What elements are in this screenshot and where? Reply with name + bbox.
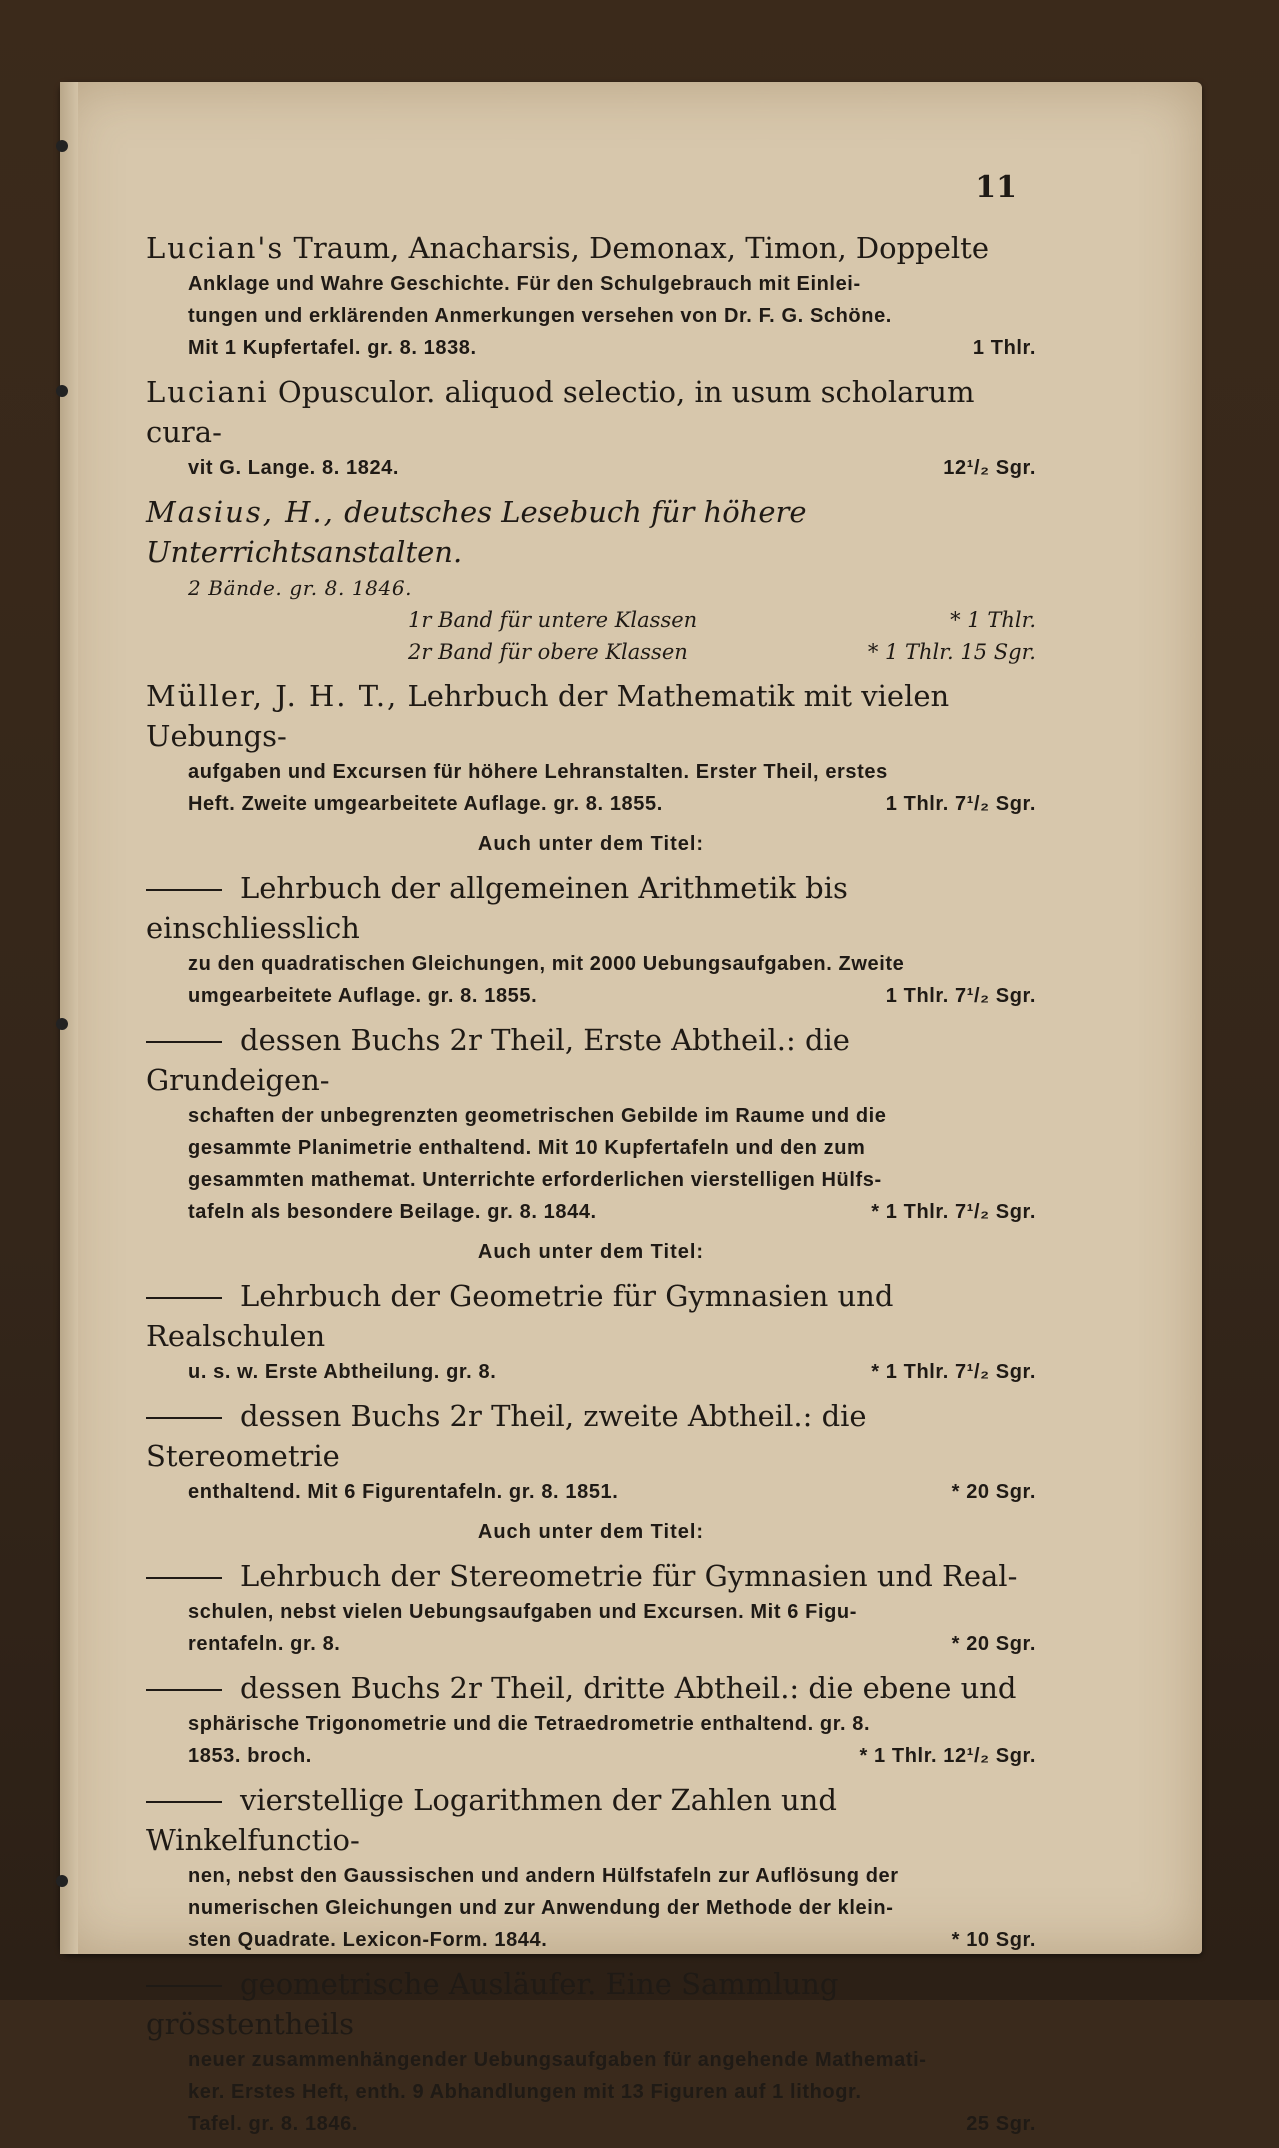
entry-line: schulen, nebst vielen Uebungsaufgaben und Excursen. Mit 6 Figu- xyxy=(188,1601,858,1623)
entry-price: * 20 Sgr. xyxy=(951,1633,1036,1655)
entry-line: 2 Bände. gr. 8. 1846. xyxy=(188,576,413,600)
entry-title: deutsches Lesebuch für höhere Unterrichtsanstalten. xyxy=(146,495,807,569)
alt-title-note: Auch unter dem Titel: xyxy=(477,1521,705,1543)
ditto-dash xyxy=(146,1297,222,1299)
entry-title: Lehrbuch der Stereometrie für Gymnasien und Real- xyxy=(240,1559,1018,1593)
entry-geometrie xyxy=(146,1276,1036,1388)
ditto-dash xyxy=(146,1801,222,1803)
binding-hole xyxy=(56,385,68,397)
entry-author: Luciani xyxy=(146,375,269,409)
entry-line: rentafeln. gr. 8. xyxy=(188,1633,341,1655)
entry-line: zu den quadratischen Gleichungen, mit 2000 Uebungsaufgaben. Zweite xyxy=(188,953,905,975)
entry-line: neuer zusammenhängender Uebungsaufgaben für angehende Mathemati- xyxy=(188,2049,927,2071)
entry-price: 1 Thlr. 7¹/₂ Sgr. xyxy=(885,793,1036,815)
entry-title: geometrische Ausläufer. Eine Sammlung grösstentheils xyxy=(146,1967,839,2041)
entry-price: * 1 Thlr. 12¹/₂ Sgr. xyxy=(859,1745,1036,1767)
entry-author: Masius, H., xyxy=(146,495,335,529)
entry-title: dessen Buchs 2r Theil, dritte Abtheil.: die ebene und xyxy=(240,1671,1017,1705)
entry-line: Heft. Zweite umgearbeitete Auflage. gr. 8. 1855. xyxy=(188,793,663,815)
entry-mueller xyxy=(146,676,1036,820)
entry-title: Lehrbuch der Mathematik mit vielen Uebungs- xyxy=(146,679,950,753)
entry-logarithmen xyxy=(146,1780,1036,1956)
entry-line: vit G. Lange. 8. 1824. xyxy=(188,457,400,479)
volume-label: 2r Band für obere Klassen xyxy=(408,640,688,664)
entry-theil2-abth2 xyxy=(146,1396,1036,1508)
entry-price: * 1 Thlr. 7¹/₂ Sgr. xyxy=(871,1201,1036,1223)
entry-author: Lucian's xyxy=(146,231,285,265)
entry-line: schaften der unbegrenzten geometrischen Gebilde im Raume und die xyxy=(188,1105,887,1127)
entry-price: 25 Sgr. xyxy=(966,2113,1036,2135)
entry-line: tafeln als besondere Beilage. gr. 8. 1844. xyxy=(188,1201,597,1223)
entry-lucian xyxy=(146,228,1036,364)
entry-title: Lehrbuch der allgemeinen Arithmetik bis einschliesslich xyxy=(146,871,848,945)
ditto-dash xyxy=(146,1985,222,1987)
entry-price: * 1 Thlr. 7¹/₂ Sgr. xyxy=(871,1361,1036,1383)
alt-title-note: Auch unter dem Titel: xyxy=(477,833,705,855)
entry-stereometrie xyxy=(146,1556,1036,1660)
entry-price: * 1 Thlr. xyxy=(950,608,1036,632)
entry-title: Opusculor. aliquod selectio, in usum scholarum cura- xyxy=(146,375,975,449)
entry-price: * 1 Thlr. 15 Sgr. xyxy=(867,640,1036,664)
entry-line: ker. Erstes Heft, enth. 9 Abhandlungen mit 13 Figuren auf 1 lithogr. xyxy=(188,2081,862,2103)
entry-price: 12¹/₂ Sgr. xyxy=(943,457,1036,479)
entry-theil2-abth1 xyxy=(146,1020,1036,1228)
entry-title: Traum, Anacharsis, Demonax, Timon, Doppelte xyxy=(293,231,989,265)
entry-line: nen, nebst den Gaussischen und andern Hülfstafeln zur Auflösung der xyxy=(188,1865,899,1887)
volume-label: 1r Band für untere Klassen xyxy=(408,608,698,632)
entry-title: dessen Buchs 2r Theil, zweite Abtheil.: die Stereometrie xyxy=(146,1399,867,1473)
ditto-dash xyxy=(146,889,222,891)
alt-title-note: Auch unter dem Titel: xyxy=(477,1241,705,1263)
entry-line: sphärische Trigonometrie und die Tetraedrometrie enthaltend. gr. 8. xyxy=(188,1713,871,1735)
ditto-dash xyxy=(146,1689,222,1691)
entry-line: gesammten mathemat. Unterrichte erforderlichen vierstelligen Hülfs- xyxy=(188,1169,882,1191)
entry-line: umgearbeitete Auflage. gr. 8. 1855. xyxy=(188,985,538,1007)
entry-price: * 20 Sgr. xyxy=(951,1481,1036,1503)
entry-line: sten Quadrate. Lexicon-Form. 1844. xyxy=(188,1929,548,1951)
entry-title: vierstellige Logarithmen der Zahlen und Winkelfunctio- xyxy=(146,1783,837,1857)
entry-auslaeufer xyxy=(146,1964,1036,2140)
page-number: 11 xyxy=(975,170,1017,205)
entry-masius xyxy=(146,492,1036,668)
ditto-dash xyxy=(146,1041,222,1043)
entry-line: Anklage und Wahre Geschichte. Für den Schulgebrauch mit Einlei- xyxy=(188,273,861,295)
binding-hole xyxy=(56,1018,68,1030)
entry-title: dessen Buchs 2r Theil, Erste Abtheil.: die Grundeigen- xyxy=(146,1023,850,1097)
entry-line: u. s. w. Erste Abtheilung. gr. 8. xyxy=(188,1361,497,1383)
entry-line: tungen und erklärenden Anmerkungen versehen von Dr. F. G. Schöne. xyxy=(188,305,892,327)
binding-hole xyxy=(56,140,68,152)
catalog-text xyxy=(146,228,1036,2148)
entry-price: * 10 Sgr. xyxy=(951,1929,1036,1951)
entry-line: Mit 1 Kupfertafel. gr. 8. 1838. xyxy=(188,337,477,359)
entry-author: Müller, J. H. T., xyxy=(146,679,399,713)
entry-line: gesammte Planimetrie enthaltend. Mit 10 Kupfertafeln und den zum xyxy=(188,1137,866,1159)
entry-line: enthaltend. Mit 6 Figurentafeln. gr. 8. 1851. xyxy=(188,1481,619,1503)
entry-line: 1853. broch. xyxy=(188,1745,312,1767)
entry-luciani xyxy=(146,372,1036,484)
ditto-dash xyxy=(146,1417,222,1419)
entry-line: Tafel. gr. 8. 1846. xyxy=(188,2113,359,2135)
entry-line: aufgaben und Excursen für höhere Lehranstalten. Erster Theil, erstes xyxy=(188,761,888,783)
entry-line: numerischen Gleichungen und zur Anwendung der Methode der klein- xyxy=(188,1897,894,1919)
binding-hole xyxy=(56,1875,68,1887)
entry-title: Lehrbuch der Geometrie für Gymnasien und Realschulen xyxy=(146,1279,894,1353)
entry-price: 1 Thlr. 7¹/₂ Sgr. xyxy=(885,985,1036,1007)
entry-arithmetik xyxy=(146,868,1036,1012)
ditto-dash xyxy=(146,1577,222,1579)
entry-price: 1 Thlr. xyxy=(972,337,1036,359)
entry-theil2-abth3 xyxy=(146,1668,1036,1772)
